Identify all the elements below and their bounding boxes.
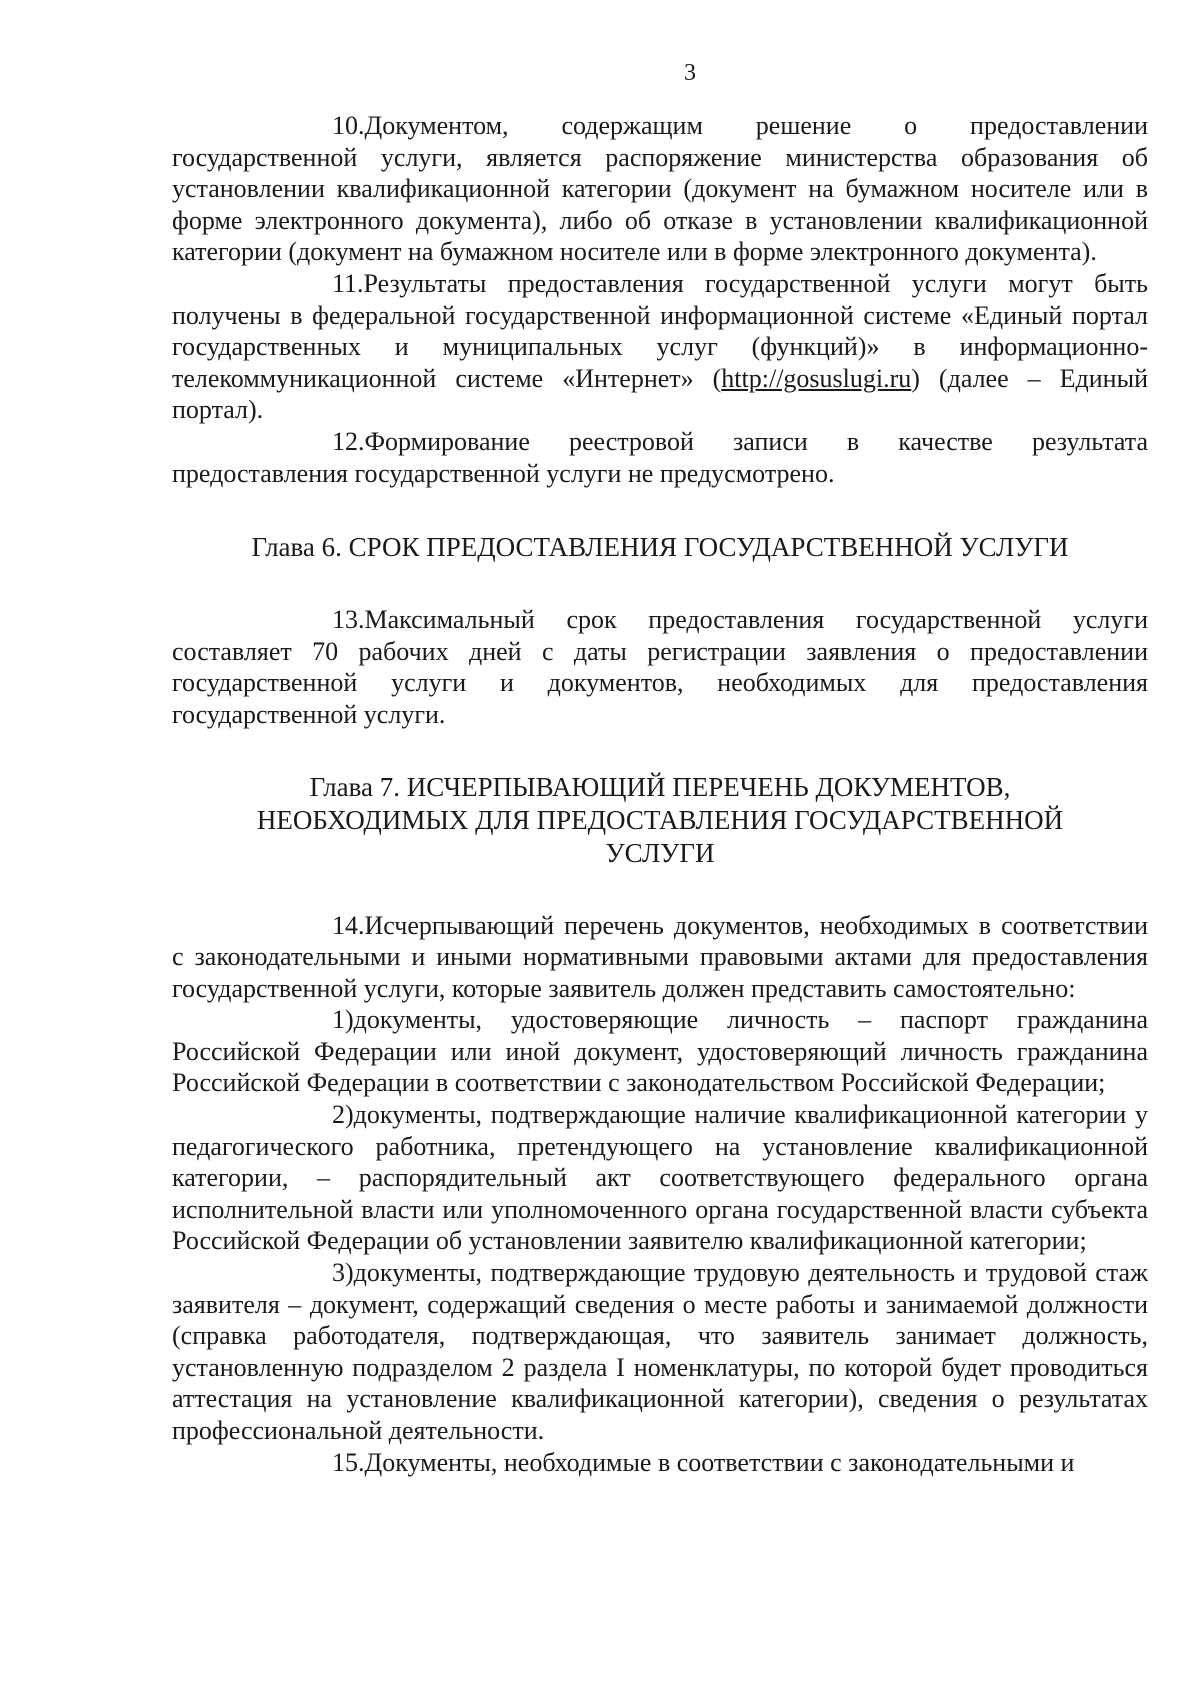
paragraph-13 — [172, 604, 1148, 730]
paragraph-14 — [172, 910, 1148, 1005]
chapter-7-title-line: УСЛУГИ — [605, 837, 715, 868]
chapter-7-title — [172, 771, 1148, 870]
paragraph-text: Формирование реестровой записи в качестве результата предоставления государственной услуги не предусмотрено. — [172, 426, 1148, 488]
paragraph-10 — [172, 110, 1148, 268]
list-item-text: документы, подтверждающие трудовую деятельность и трудовой стаж заявителя – документ, содержащий сведения о месте работы и занимаемой должности (справка работодателя, подтверждающая, что заявитель занимает должность, установленную подразделом 2 раздела I номенклатуры, по которой будет проводиться аттестация на установление квалификационной категории), сведения о результатах профессиональной деятельности. — [172, 1258, 1148, 1445]
paragraph-text: Документы, необходимые в соответствии с законодательными и — [364, 1447, 1075, 1477]
paragraph-15 — [172, 1447, 1148, 1479]
paragraph-number: 11. — [332, 268, 364, 298]
paragraph-12 — [172, 426, 1148, 489]
chapter-7-title-line: НЕОБХОДИМЫХ ДЛЯ ПРЕДОСТАВЛЕНИЯ ГОСУДАРСТВЕННОЙ — [256, 804, 1064, 835]
paragraph-number: 12. — [332, 426, 365, 456]
list-item-2 — [172, 1099, 1148, 1257]
paragraph-number: 15. — [332, 1447, 365, 1477]
page-number: 3 — [684, 60, 696, 86]
list-item-number: 3) — [332, 1258, 354, 1288]
gosuslugi-link[interactable]: http://gosuslugi.ru — [721, 363, 912, 393]
paragraph-text: Результаты предоставления государственной услуги могут быть получены в федеральной государственной информационной системе «Единый портал государственных и муниципальных услуг (функций)» в информационно-телекоммуникационной системе «Интернет» ( — [172, 268, 1148, 393]
list-item-3 — [172, 1257, 1148, 1447]
list-item-number: 1) — [332, 1005, 354, 1035]
paragraph-text: Максимальный срок предоставления государственной услуги составляет 70 рабочих дней с даты регистрации заявления о предоставлении государственной услуги и документов, необходимых для предоставления государственной услуги. — [172, 605, 1148, 729]
paragraph-text: Исчерпывающий перечень документов, необходимых в соответствии с законодательными и иными нормативными правовыми актами для предоставления государственной услуги, которые заявитель должен представить самостоятельно: — [172, 910, 1148, 1003]
list-item-1 — [172, 1004, 1148, 1099]
list-item-text: документы, подтверждающие наличие квалификационной категории у педагогического работника, претендующего на установление квалификационной категории, – распорядительный акт соответствующего федерального органа исполнительной власти или уполномоченного органа государственной власти субъекта Российской Федерации об установлении заявителю квалификационной категории; — [172, 1100, 1148, 1256]
paragraph-11 — [172, 268, 1148, 426]
list-item-number: 2) — [332, 1100, 354, 1130]
paragraph-number: 13. — [332, 605, 365, 635]
paragraph-text: Документом, содержащим решение о предоставлении государственной услуги, является распоряжение министерства образования об установлении квалификационной категории (документ на бумажном носителе или в форме электронного документа), либо об отказе в установлении квалификационной категории (документ на бумажном носителе или в форме электронного документа). — [172, 111, 1148, 267]
paragraph-number: 10. — [332, 111, 365, 140]
chapter-6-title: Глава 6. СРОК ПРЕДОСТАВЛЕНИЯ ГОСУДАРСТВЕННОЙ УСЛУГИ — [251, 532, 1069, 563]
paragraph-number: 14. — [332, 910, 365, 940]
chapter-7-title-line: Глава 7. ИСЧЕРПЫВАЮЩИЙ ПЕРЕЧЕНЬ ДОКУМЕНТОВ, — [309, 771, 1011, 802]
list-item-text: документы, удостоверяющие личность – паспорт гражданина Российской Федерации или иной документ, удостоверяющий личность гражданина Российской Федерации в соответствии с законодательством Российской Федерации; — [172, 1005, 1148, 1098]
paragraph-text: ) (далее – Единый портал). — [172, 363, 1148, 425]
